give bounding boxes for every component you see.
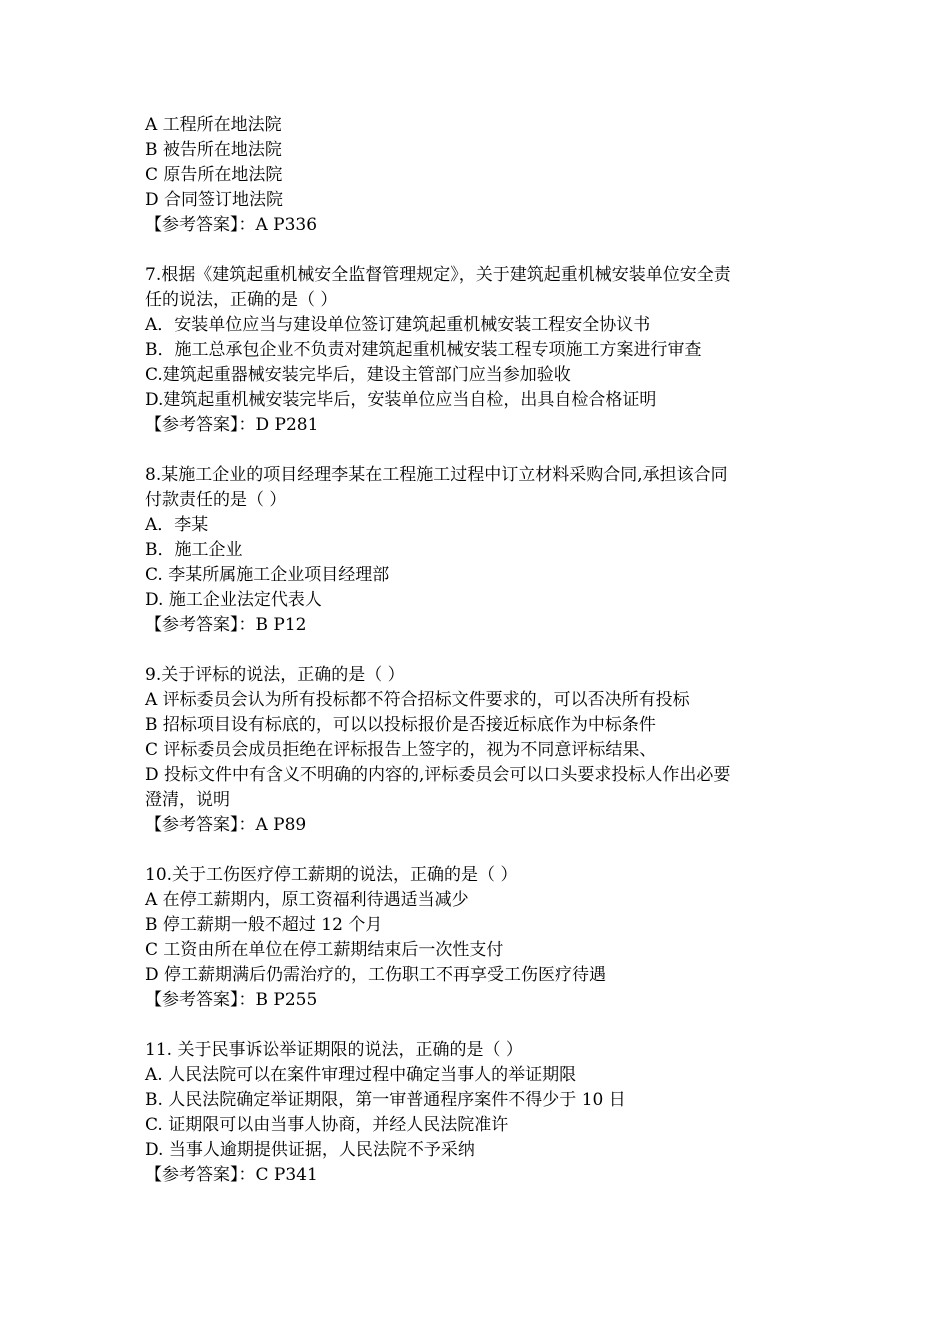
option-d: D.建筑起重机械安装完毕后，安装单位应当自检，出具自检合格证明 <box>145 390 657 410</box>
question-stem-continued: 任的说法，正确的是（ ） <box>145 290 338 310</box>
option-d-continued: 澄清，说明 <box>145 790 230 810</box>
option-c: C. 李某所属施工企业项目经理部 <box>145 565 390 585</box>
question-6 <box>145 113 825 238</box>
option-d: D 停工薪期满后仍需治疗的，工伤职工不再享受工伤医疗待遇 <box>145 965 607 985</box>
option-c: C 工资由所在单位在停工薪期结束后一次性支付 <box>145 940 504 960</box>
option-b: B 被告所在地法院 <box>145 140 282 160</box>
option-a: A．李某 <box>145 515 209 535</box>
option-c: C 评标委员会成员拒绝在评标报告上签字的，视为不同意评标结果、 <box>145 740 657 760</box>
answer: 【参考答案】：D P281 <box>145 415 319 435</box>
option-c: C. 证期限可以由当事人协商，并经人民法院准许 <box>145 1115 509 1135</box>
option-b: B. 人民法院确定举证期限，第一审普通程序案件不得少于 10 日 <box>145 1090 626 1110</box>
answer: 【参考答案】：B P255 <box>145 990 318 1010</box>
option-d: D 投标文件中有含义不明确的内容的,评标委员会可以口头要求投标人作出必要 <box>145 765 731 785</box>
option-c: C 原告所在地法院 <box>145 165 283 185</box>
question-stem: 11. 关于民事诉讼举证期限的说法，正确的是（ ） <box>145 1040 523 1060</box>
question-11 <box>145 1038 825 1188</box>
option-d: D. 当事人逾期提供证据，人民法院不予采纳 <box>145 1140 475 1160</box>
option-d: D 合同签订地法院 <box>145 190 284 210</box>
option-a: A．安装单位应当与建设单位签订建筑起重机械安装工程安全协议书 <box>145 315 651 335</box>
question-7 <box>145 263 825 438</box>
question-stem-continued: 付款责任的是（ ） <box>145 490 287 510</box>
option-a: A. 人民法院可以在案件审理过程中确定当事人的举证期限 <box>145 1065 577 1085</box>
question-stem: 10.关于工伤医疗停工薪期的说法，正确的是（ ） <box>145 865 518 885</box>
answer: 【参考答案】：B P12 <box>145 615 307 635</box>
question-8 <box>145 463 825 638</box>
question-10 <box>145 863 825 1013</box>
answer: 【参考答案】：C P341 <box>145 1165 318 1185</box>
option-a: A 工程所在地法院 <box>145 115 282 135</box>
option-d: D. 施工企业法定代表人 <box>145 590 322 610</box>
option-b: B 招标项目设有标底的，可以以投标报价是否接近标底作为中标条件 <box>145 715 656 735</box>
option-a: A 在停工薪期内，原工资福利待遇适当减少 <box>145 890 469 910</box>
answer: 【参考答案】：A P336 <box>145 215 318 235</box>
option-b: B 停工薪期一般不超过 12 个月 <box>145 915 383 935</box>
question-9 <box>145 663 825 838</box>
question-stem: 7.根据《建筑起重机械安全监督管理规定》，关于建筑起重机械安装单位安全责 <box>145 265 731 285</box>
option-a: A 评标委员会认为所有投标都不符合招标文件要求的，可以否决所有投标 <box>145 690 690 710</box>
document-page <box>145 113 825 1213</box>
option-b: B．施工总承包企业不负责对建筑起重机械安装工程专项施工方案进行审查 <box>145 340 702 360</box>
option-c: C.建筑起重器械安装完毕后，建设主管部门应当参加验收 <box>145 365 571 385</box>
question-stem: 9.关于评标的说法，正确的是（ ） <box>145 665 405 685</box>
option-b: B．施工企业 <box>145 540 243 560</box>
answer: 【参考答案】：A P89 <box>145 815 307 835</box>
question-stem: 8.某施工企业的项目经理李某在工程施工过程中订立材料采购合同,承担该合同 <box>145 465 728 485</box>
